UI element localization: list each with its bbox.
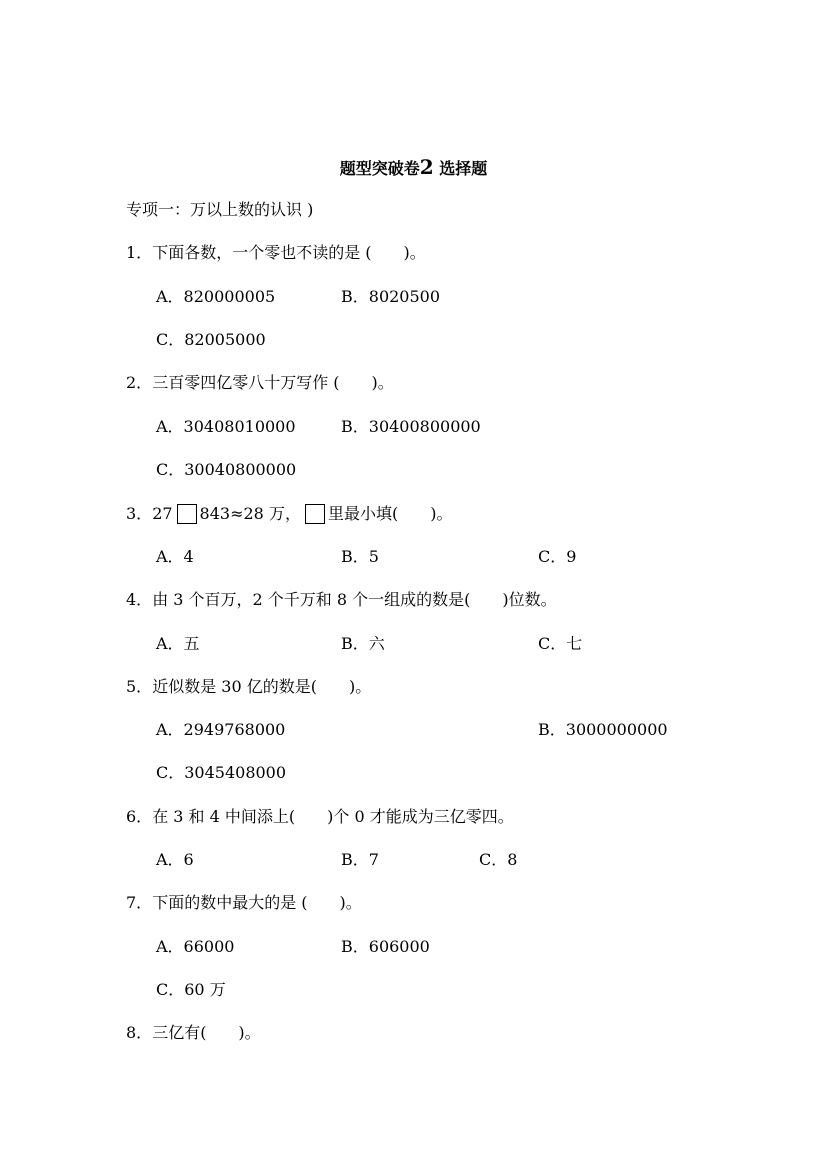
question-4 bbox=[126, 590, 557, 610]
question-3 bbox=[126, 504, 452, 524]
question-text-a: 27 bbox=[152, 504, 173, 523]
q7-option-b: B．606000 bbox=[341, 937, 430, 956]
q4-option-c: C．七 bbox=[538, 634, 583, 653]
question-text: 三百零四亿零八十万写作 ( )。 bbox=[152, 373, 394, 392]
question-2 bbox=[126, 373, 394, 393]
title-number: 2 bbox=[419, 155, 434, 179]
question-text: 三亿有( )。 bbox=[152, 1023, 261, 1042]
title-rest: 选择题 bbox=[433, 159, 488, 178]
question-number: 2． bbox=[126, 373, 153, 392]
question-number: 5． bbox=[126, 677, 153, 696]
question-number: 3． bbox=[126, 504, 153, 523]
question-number: 8． bbox=[126, 1023, 153, 1042]
title-text: 题型突破卷 bbox=[339, 159, 420, 178]
q6-option-c: C．8 bbox=[479, 850, 518, 869]
question-number: 6． bbox=[126, 807, 153, 826]
question-number: 4． bbox=[126, 590, 153, 609]
question-7 bbox=[126, 893, 362, 913]
q7-option-a: A．66000 bbox=[156, 937, 235, 956]
question-number: 7． bbox=[126, 893, 153, 912]
q1-option-c: C．82005000 bbox=[156, 330, 266, 349]
q3-option-a: A．4 bbox=[156, 547, 194, 566]
question-text: 近似数是 30 亿的数是( )。 bbox=[152, 677, 372, 696]
q4-option-a: A．五 bbox=[156, 634, 200, 653]
q1-option-b: B．8020500 bbox=[341, 287, 441, 306]
q6-option-a: A．6 bbox=[156, 850, 194, 869]
question-text: 由 3 个百万，2 个千万和 8 个一组成的数是( )位数。 bbox=[152, 590, 557, 609]
question-text: 下面各数，一个零也不读的是 ( )。 bbox=[152, 243, 426, 262]
blank-box bbox=[305, 504, 325, 524]
q7-option-c: C．60 万 bbox=[156, 980, 226, 999]
q3-option-c: C．9 bbox=[538, 547, 577, 566]
q5-option-a: A．2949768000 bbox=[156, 720, 286, 739]
question-5 bbox=[126, 677, 371, 697]
question-1 bbox=[126, 243, 426, 263]
q5-option-c: C．3045408000 bbox=[156, 763, 287, 782]
question-text-c: 里最小填( )。 bbox=[327, 504, 453, 523]
question-number: 1． bbox=[126, 243, 153, 262]
q2-option-a: A．30408010000 bbox=[156, 417, 296, 436]
q2-option-b: B．30400800000 bbox=[341, 417, 481, 436]
q3-option-b: B．5 bbox=[341, 547, 379, 566]
q6-option-b: B．7 bbox=[341, 850, 379, 869]
blank-box bbox=[177, 504, 197, 524]
question-text-b: 843≈28 万， bbox=[199, 504, 301, 523]
q1-option-a: A．820000005 bbox=[156, 287, 276, 306]
question-text: 下面的数中最大的是 ( )。 bbox=[152, 893, 362, 912]
section-heading: 专项一：万以上数的认识 ) bbox=[126, 200, 314, 219]
q5-option-b: B．3000000000 bbox=[538, 720, 668, 739]
page-title bbox=[0, 156, 827, 180]
question-8 bbox=[126, 1023, 261, 1043]
q2-option-c: C．30040800000 bbox=[156, 460, 297, 479]
q4-option-b: B．六 bbox=[341, 634, 385, 653]
question-text: 在 3 和 4 中间添上( )个 0 才能成为三亿零四。 bbox=[152, 807, 514, 826]
question-6 bbox=[126, 807, 514, 827]
